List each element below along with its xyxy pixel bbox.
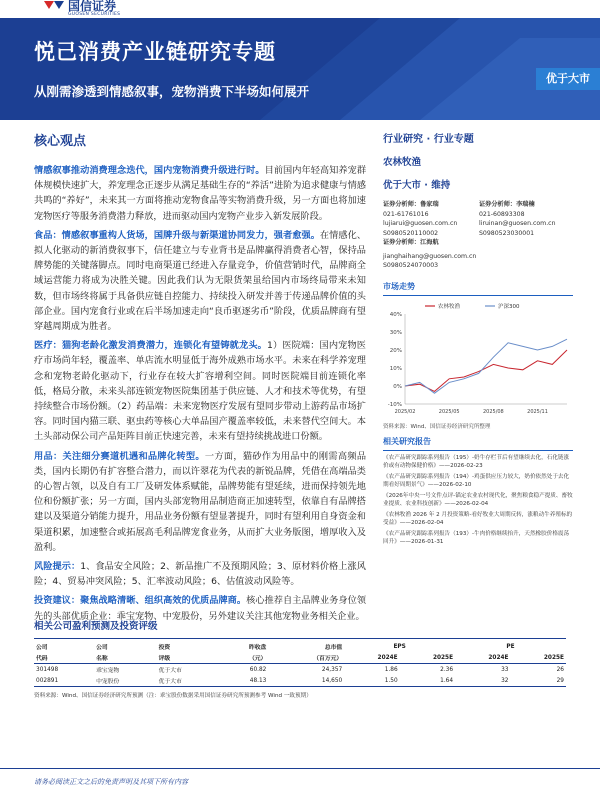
y-tick-label: 40% [389,311,402,318]
y-tick-label: 10% [389,365,402,372]
core-title: 核心观点 [34,134,87,149]
related-report-item[interactable]: 《农产品研究跟踪系列报告（193）-牛肉价格继续抬升，天然橡胶价格震荡回升》——2026-01-31 [383,530,570,545]
forecast-table [34,638,566,687]
analyst-cert: S0980523030001 [479,229,535,237]
paragraph-supplies: 用品：关注细分赛道机遇和品牌化转型。一方面，猫砂作为用品中的刚需高频品类，国内长期仍有扩容整合潜力，而以许翠花为代表的新锐品牌，凭借在高端品类的心智占领，以及自有工厂及研发体系赋能，品牌势能有望延续，进而保持领先地位和份额扩张；另一方面，国内头部宠物用品制造商正加速转型，依靠自有品牌搭建以及渠道分销能力提升，用品业务份额有望显著提升，同时有望利用自身资金和渠道积累，加速整合或拓展高毛利品牌宠食业务，从而扩大业务版图，增厚收入及盈利。 [34,450,367,553]
table-cell: 32 [455,675,510,687]
x-tick-label: 2025/05 [438,408,460,415]
report-title: 悦己消费产业链研究专题 [34,40,276,64]
analyst-email[interactable]: liruinan@guosen.com.cn [479,220,556,227]
table-cell: 2.36 [440,666,454,673]
table-cell: 乖宝宠物 [96,668,120,674]
market-chart [383,300,573,420]
paragraph-food: 食品：情感叙事重构人货场，国牌升级与新渠道协同发力，强者愈强。在情感化、拟人化驱动的新消费叙事下，信任建立与专业背书是品牌赢得消费者心智，保持品牌势能的关键落脚点。同时电商渠道已经进入存量竞争，价值营销时代，品牌商全域运营能力将成为决胜关键。因此我们认为无限货架虽给国内市场终局带来未知数，但市场终将属于具备供应链自控能力、持续投入研发并善于传递品牌价值的头部企业。国内宠食行业或在后半场加速走向“良币驱逐劣币”阶段，优质品牌商有望穿越周期成为胜者。 [34,229,367,333]
table-header: （百万元） [268,652,344,664]
table-header: 昨收盘 [219,639,268,653]
x-tick-label: 2025/02 [394,408,416,415]
y-tick-label: -10% [387,401,402,408]
core-viewpoints [34,130,366,628]
x-tick-label: 2025/08 [482,408,504,415]
report-type: 行业研究 · 行业专题 [383,134,474,145]
series-line-0 [405,350,567,391]
logo-text: 国信证券 [68,0,117,13]
related-report-item[interactable]: 《农林牧渔 2026 年 2 月投资策略-看好牧业大周期反转，涨粮动牛养殖标的受益》——2026-02-04 [383,511,573,526]
analyst-email[interactable]: lujiarui@guosen.com.cn [383,220,458,227]
legend-label: 农林牧渔 [438,303,461,310]
analyst-grid [383,200,573,238]
logo-mark-icon [44,0,64,14]
table-header: 评级 [157,652,220,664]
table-cell: 301498 [36,666,59,673]
forecast-table-section [34,618,566,699]
table-cell: 002891 [34,675,94,687]
series-line-1 [405,339,567,393]
title-banner [0,18,600,120]
top-bar [0,0,600,18]
analyst-name: 证券分析师：李瑞楠 [479,201,535,208]
table-cell: 33 [501,666,509,673]
related-report-item[interactable]: 《农产品研究跟踪系列报告（195）-奶牛存栏节后有望继续去化，石化链涨价或有动物保健价格》——2026-02-23 [383,454,570,469]
chart-source: 资料来源：Wind、国信证券经济研究所整理 [383,423,491,430]
footer [0,768,600,800]
related-report-item[interactable]: 《农产品研究跟踪系列报告（194）-鸡蛋供应压力较大，奶价依然处于去化期看好周期景气》——2026-02-10 [383,473,570,488]
table-header: 公司 [34,639,94,653]
table-header-eps: EPS [344,639,455,653]
analyst-phone: 021-60893308 [479,210,525,218]
table-title: 相关公司盈利预测及投资评级 [34,621,158,632]
table-cell: 优于大市 [157,675,220,687]
table-cell: 60.82 [249,666,267,673]
paragraph-medical: 医疗：猫狗老龄化激发消费潜力，连锁化有望铸就龙头。1）医院端：国内宠物医疗市场尚年轻，覆盖率、单店流水明显低于海外成熟市场水平。未来在科学养宠理念和宠物老龄化驱动下，行业存在较大扩容增利空间。同时医院端目前连锁化率低，格局分散，未来头部连锁宠物医院集团基于供应链、人才和技术等优势，有望持续整合市场份额。（2）药品端：未来宠物医疗发展有望同步带动上游药品市场扩容。同时国内猫三联、驱虫药等核心大单品国产覆盖率较低，未来替代空间大。本土头部动保公司产品矩阵目前正快速完善，未来有望持续挑战进口份额。 [34,340,366,443]
report-subtitle: 从刚需渗透到情感叙事，宠物消费下半场如何展开 [34,84,310,99]
table-header: 2024E [455,652,510,664]
related-report-item[interactable]: 《2026年中央一号文件点评-锚定农业农村现代化，聚焦粮食稳产提质、畜牧业提质、农业科技创新》——2026-02-04 [383,492,573,507]
table-cell: 1.86 [384,666,398,673]
rating-badge: 优于大市 [536,68,600,90]
table-cell: 24,357 [321,666,343,673]
table-row [34,664,566,676]
sidebar [383,130,573,546]
disclaimer: 请务必阅读正文之后的免责声明及其项下所有内容 [34,778,188,786]
legend-label: 沪深300 [498,303,520,310]
table-header-pe: PE [455,639,566,653]
table-cell: 优于大市 [158,668,182,674]
market-trend-title: 市场走势 [383,281,573,296]
table-header: 公司 [94,639,157,653]
y-tick-label: 20% [389,347,402,354]
logo [44,0,120,18]
table-header: 2024E [344,652,399,664]
market-chart-svg [383,300,573,420]
industry-name: 农林牧渔 [383,157,422,168]
table-header: （元） [219,652,268,664]
paragraph-risk: 风险提示：1、食品安全风险；2、新品推广不及预期风险；3、原材料价格上涨风险；4、贸易冲突风险；5、汇率波动风险；6、估值波动风险等。 [34,561,366,588]
x-tick-label: 2025/11 [527,408,548,415]
table-cell: 26 [556,666,564,673]
y-tick-label: 0% [393,383,402,390]
table-cell: 1.64 [400,675,455,687]
table-cell: 48.13 [219,675,268,687]
table-header: 代码 [34,652,94,664]
table-header: 2025E [400,652,455,664]
table-note: 资料来源：Wind、国信证券经济研究所预测（注：乖宝股份数据采用国信证券研究所预测参考 Wind 一致预期） [34,693,312,699]
table-header: 投资 [157,639,220,653]
related-reports-title: 相关研究报告 [383,436,573,451]
analyst-name: 证券分析师：江海航 [383,239,439,246]
banner-decoration [0,18,600,120]
table-header: 2025E [510,652,566,664]
paragraph-investment: 投资建议：聚焦战略清晰、组织高效的优质品牌商。核心推荐自主品牌业务身位领先的头部优质企业：乖宝宠物、中宠股份，另外建议关注其他宠物业务相关企业。 [34,595,367,622]
logo-text-en: GUOSEN SECURITIES [68,12,121,17]
table-cell: 中宠股份 [94,675,157,687]
analyst-cert: S0980524070003 [383,262,439,269]
table-cell: 29 [510,675,566,687]
table-header: 名称 [94,652,157,664]
analyst-name: 证券分析师：鲁家瑞 [383,201,439,208]
table-header: 总市值 [268,639,344,653]
analyst-email[interactable]: jianghaihang@guosen.com.cn [383,252,477,260]
paragraph-consumption: 情感叙事推动消费理念迭代，国内宠物消费升级进行时。目前国内年轻高知养宠群体规模快速扩大，养宠理念正逐步从满足基础生存的“养活”进阶为追求健康与情感共鸣的“养好”，未来其一方面将推动宠物食品等实物消费升级，另一方面也将加速宠物医疗等服务消费潜力释放，进而驱动国内宠物产业步入新发展阶段。 [34,165,367,222]
table-row [34,675,566,687]
rating-line: 优于大市 · 维持 [383,180,451,191]
table-cell: 14,650 [268,675,344,687]
y-tick-label: 30% [389,329,402,336]
analyst-cert: S0980520110002 [383,229,439,237]
table-cell: 1.50 [344,675,399,687]
analyst-phone: 021-61761016 [383,210,429,218]
